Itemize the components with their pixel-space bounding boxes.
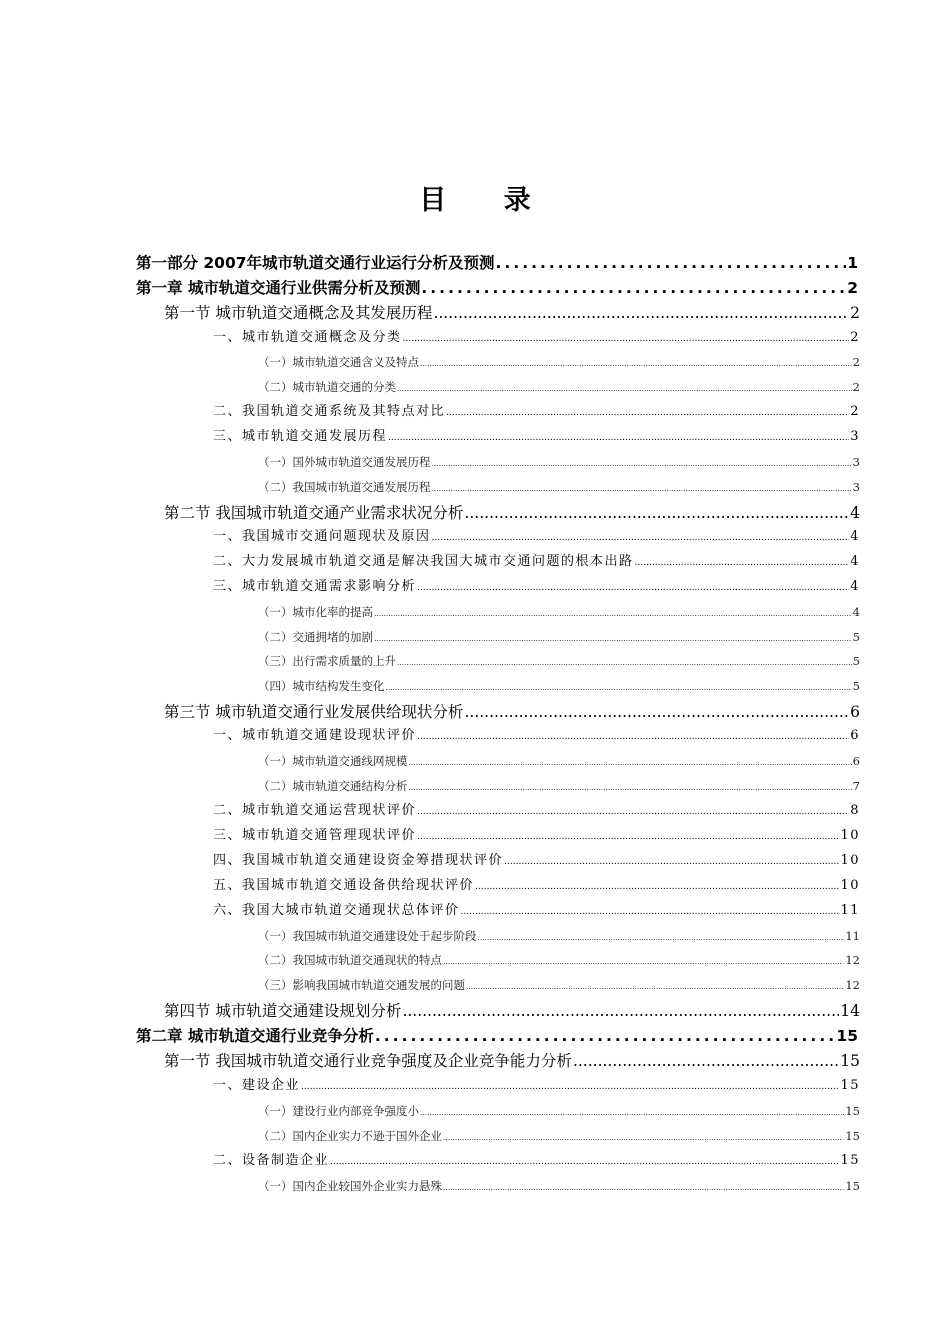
toc-entry[interactable] <box>213 901 860 921</box>
dot-leader <box>409 754 852 772</box>
toc-entry-title: 三、城市轨道交通发展历程 <box>213 429 388 444</box>
toc-entry-title: 四、我国城市轨道交通建设资金筹措现状评价 <box>213 853 504 868</box>
dot-leader <box>432 455 852 473</box>
dot-leader <box>475 877 839 897</box>
toc-entry-page: 3 <box>852 455 860 469</box>
toc-entry[interactable] <box>164 1050 860 1072</box>
toc-entry[interactable] <box>258 752 860 770</box>
dot-leader <box>421 277 846 299</box>
toc-entry[interactable] <box>213 328 860 348</box>
toc-entry[interactable] <box>164 1000 860 1022</box>
dot-leader <box>417 802 849 822</box>
dot-leader <box>443 953 844 971</box>
toc-entry-title: 一、建设企业 <box>213 1078 301 1093</box>
toc-entry[interactable] <box>213 1151 860 1171</box>
toc-entry[interactable] <box>258 927 860 945</box>
dot-leader <box>573 1050 839 1072</box>
dot-leader <box>330 1152 839 1172</box>
toc-entry-page: 15 <box>845 1104 860 1118</box>
toc-entry-title: 一、城市轨道交通建设现状评价 <box>213 728 417 743</box>
toc-entry[interactable] <box>213 527 860 547</box>
dot-leader <box>417 827 839 847</box>
toc-entry-title: 二、城市轨道交通运营现状评价 <box>213 803 417 818</box>
toc-entry-title: （二）城市轨道交通的分类 <box>258 380 396 394</box>
toc-entry-page: 4 <box>852 605 860 619</box>
toc-entry-page: 6 <box>852 754 860 768</box>
toc-entry-page: 5 <box>852 654 860 668</box>
dot-leader <box>420 355 852 373</box>
toc-entry-title: 第四节 城市轨道交通建设规划分析 <box>164 1002 402 1020</box>
toc-entry-page: 3 <box>850 429 860 444</box>
dot-leader <box>464 502 849 524</box>
toc-entry-page: 6 <box>850 728 860 743</box>
toc-entry-page: 8 <box>850 803 860 818</box>
toc-entry-title: 五、我国城市轨道交通设备供给现状评价 <box>213 878 475 893</box>
toc-entry[interactable] <box>213 876 860 896</box>
dot-leader <box>478 929 845 947</box>
toc-entry-page: 10 <box>840 828 860 843</box>
toc-entry[interactable] <box>164 502 860 524</box>
toc-entry-page: 5 <box>852 630 860 644</box>
toc-entry-page: 15 <box>845 1179 860 1193</box>
toc-entry-title: （二）国内企业实力不逊于国外企业 <box>258 1129 442 1143</box>
toc-entry-page: 4 <box>850 554 860 569</box>
dot-leader <box>386 679 852 697</box>
toc-entry-page: 6 <box>850 703 860 721</box>
toc-entry[interactable] <box>164 302 860 324</box>
toc-entry-page: 2 <box>850 330 860 345</box>
toc-entry-title: 三、城市轨道交通需求影响分析 <box>213 579 417 594</box>
dot-leader <box>403 329 850 349</box>
toc-entry[interactable] <box>136 1025 858 1047</box>
toc-entry-title: 第一章 城市轨道交通行业供需分析及预测 <box>136 279 421 297</box>
toc-entry-title: 第二节 我国城市轨道交通产业需求状况分析 <box>164 504 464 522</box>
toc-entry-page: 4 <box>850 504 860 522</box>
toc-entry-page: 14 <box>840 1002 860 1020</box>
toc-entry[interactable] <box>213 427 860 447</box>
toc-entry-page: 2 <box>852 355 860 369</box>
dot-leader <box>461 902 840 922</box>
toc-entry-title: （一）城市轨道交通线网规模 <box>258 754 408 768</box>
toc-entry-page: 15 <box>845 1129 860 1143</box>
toc-entry-page: 4 <box>850 579 860 594</box>
toc-entry[interactable] <box>213 826 860 846</box>
toc-entry[interactable] <box>258 628 860 646</box>
toc-entry-title: （四）城市结构发生变化 <box>258 679 385 693</box>
dot-leader <box>417 578 849 598</box>
dot-leader <box>504 852 839 872</box>
dot-leader <box>443 1129 844 1147</box>
dot-leader <box>433 302 849 324</box>
toc-entry[interactable] <box>258 453 860 471</box>
toc-entry-title: 二、我国轨道交通系统及其特点对比 <box>213 404 446 419</box>
toc-entry[interactable] <box>213 577 860 597</box>
toc-entry-title: （二）我国城市轨道交通现状的特点 <box>258 953 442 967</box>
toc-entry[interactable] <box>258 378 860 396</box>
toc-entry-page: 15 <box>836 1027 858 1045</box>
toc-entry[interactable] <box>258 603 860 621</box>
toc-entry-title: 六、我国大城市轨道交通现状总体评价 <box>213 903 460 918</box>
toc-entry-page: 1 <box>847 254 858 272</box>
toc-entry-page: 2 <box>850 404 860 419</box>
toc-entry-title: （二）交通拥堵的加剧 <box>258 630 373 644</box>
dot-leader <box>466 978 844 996</box>
toc-entry-title: （一）建设行业内部竞争强度小 <box>258 1104 419 1118</box>
toc-entry-page: 2 <box>847 279 858 297</box>
toc-entry-page: 4 <box>850 529 860 544</box>
toc-entry[interactable] <box>213 1076 860 1096</box>
toc-entry-title: 第二章 城市轨道交通行业竞争分析 <box>136 1027 374 1045</box>
dot-leader <box>388 428 849 448</box>
toc-entry[interactable] <box>164 701 860 723</box>
toc-entry[interactable] <box>136 252 858 274</box>
toc-entry[interactable] <box>258 677 860 695</box>
dot-leader <box>464 701 849 723</box>
toc-entry-title: 第三节 城市轨道交通行业发展供给现状分析 <box>164 703 464 721</box>
toc-entry[interactable] <box>258 652 860 670</box>
toc-entry[interactable] <box>258 478 860 496</box>
toc-entry-page: 11 <box>845 929 860 943</box>
toc-entry-page: 15 <box>840 1153 860 1168</box>
toc-entry-title: 第一节 我国城市轨道交通行业竞争强度及企业竞争能力分析 <box>164 1052 572 1070</box>
dot-leader <box>397 380 852 398</box>
toc-entry[interactable] <box>258 1127 860 1145</box>
toc-entry[interactable] <box>258 1177 860 1195</box>
toc-entry-title: （一）城市化率的提高 <box>258 605 373 619</box>
dot-leader <box>409 779 852 797</box>
dot-leader <box>432 528 850 548</box>
toc-entry-page: 15 <box>840 1078 860 1093</box>
toc-entry[interactable] <box>258 777 860 795</box>
toc-entry-title: （一）国内企业较国外企业实力悬殊 <box>258 1179 442 1193</box>
toc-entry[interactable] <box>136 277 858 299</box>
toc-entry-title: （三）影响我国城市轨道交通发展的问题 <box>258 978 465 992</box>
toc-entry-title: 二、大力发展城市轨道交通是解决我国大城市交通问题的根本出路 <box>213 554 634 569</box>
dot-leader <box>635 553 850 573</box>
toc-entry[interactable] <box>213 726 860 746</box>
toc-entry-title: （二）我国城市轨道交通发展历程 <box>258 480 431 494</box>
toc-entry[interactable] <box>258 951 860 969</box>
toc-entry-title: 一、城市轨道交通概念及分类 <box>213 330 402 345</box>
toc-entry-title: （一）我国城市轨道交通建设处于起步阶段 <box>258 929 477 943</box>
toc-entry-title: 二、设备制造企业 <box>213 1153 330 1168</box>
toc-entry-page: 2 <box>852 380 860 394</box>
toc-entry-page: 10 <box>840 878 860 893</box>
dot-leader <box>301 1077 839 1097</box>
dot-leader <box>446 403 849 423</box>
toc-entry[interactable] <box>213 552 860 572</box>
toc-entry-page: 11 <box>840 903 860 918</box>
toc-entry-page: 10 <box>840 853 860 868</box>
toc-entry[interactable] <box>213 402 860 422</box>
toc-entry-page: 2 <box>850 304 860 322</box>
toc-entry-page: 3 <box>852 480 860 494</box>
toc-entry-page: 12 <box>845 953 860 967</box>
toc-entry[interactable] <box>258 976 860 994</box>
dot-leader <box>402 1000 839 1022</box>
toc-entry-title: （二）城市轨道交通结构分析 <box>258 779 408 793</box>
toc-entry[interactable] <box>213 801 860 821</box>
dot-leader <box>374 630 852 648</box>
dot-leader <box>417 727 849 747</box>
dot-leader <box>432 480 852 498</box>
toc-entry-title: （三）出行需求质量的上升 <box>258 654 396 668</box>
toc-entry-page: 7 <box>852 779 860 793</box>
toc-entry-page: 15 <box>840 1052 860 1070</box>
toc-entry-title: （一）城市轨道交通含义及特点 <box>258 355 419 369</box>
dot-leader <box>375 1025 836 1047</box>
dot-leader <box>374 605 852 623</box>
dot-leader <box>496 252 847 274</box>
toc-entry-title: 第一部分 2007年城市轨道交通行业运行分析及预测 <box>136 254 495 272</box>
dot-leader <box>420 1104 844 1122</box>
toc-entry-title: 一、我国城市交通问题现状及原因 <box>213 529 431 544</box>
toc-entry[interactable] <box>213 851 860 871</box>
toc-entry-title: （一）国外城市轨道交通发展历程 <box>258 455 431 469</box>
toc-entry[interactable] <box>258 353 860 371</box>
toc-entry-title: 第一节 城市轨道交通概念及其发展历程 <box>164 304 433 322</box>
toc-entry[interactable] <box>258 1102 860 1120</box>
toc-entry-page: 5 <box>852 679 860 693</box>
dot-leader <box>397 654 852 672</box>
toc-entry-title: 三、城市轨道交通管理现状评价 <box>213 828 417 843</box>
toc-entry-page: 12 <box>845 978 860 992</box>
toc-title: 目 录 <box>419 185 555 216</box>
dot-leader <box>443 1179 844 1197</box>
